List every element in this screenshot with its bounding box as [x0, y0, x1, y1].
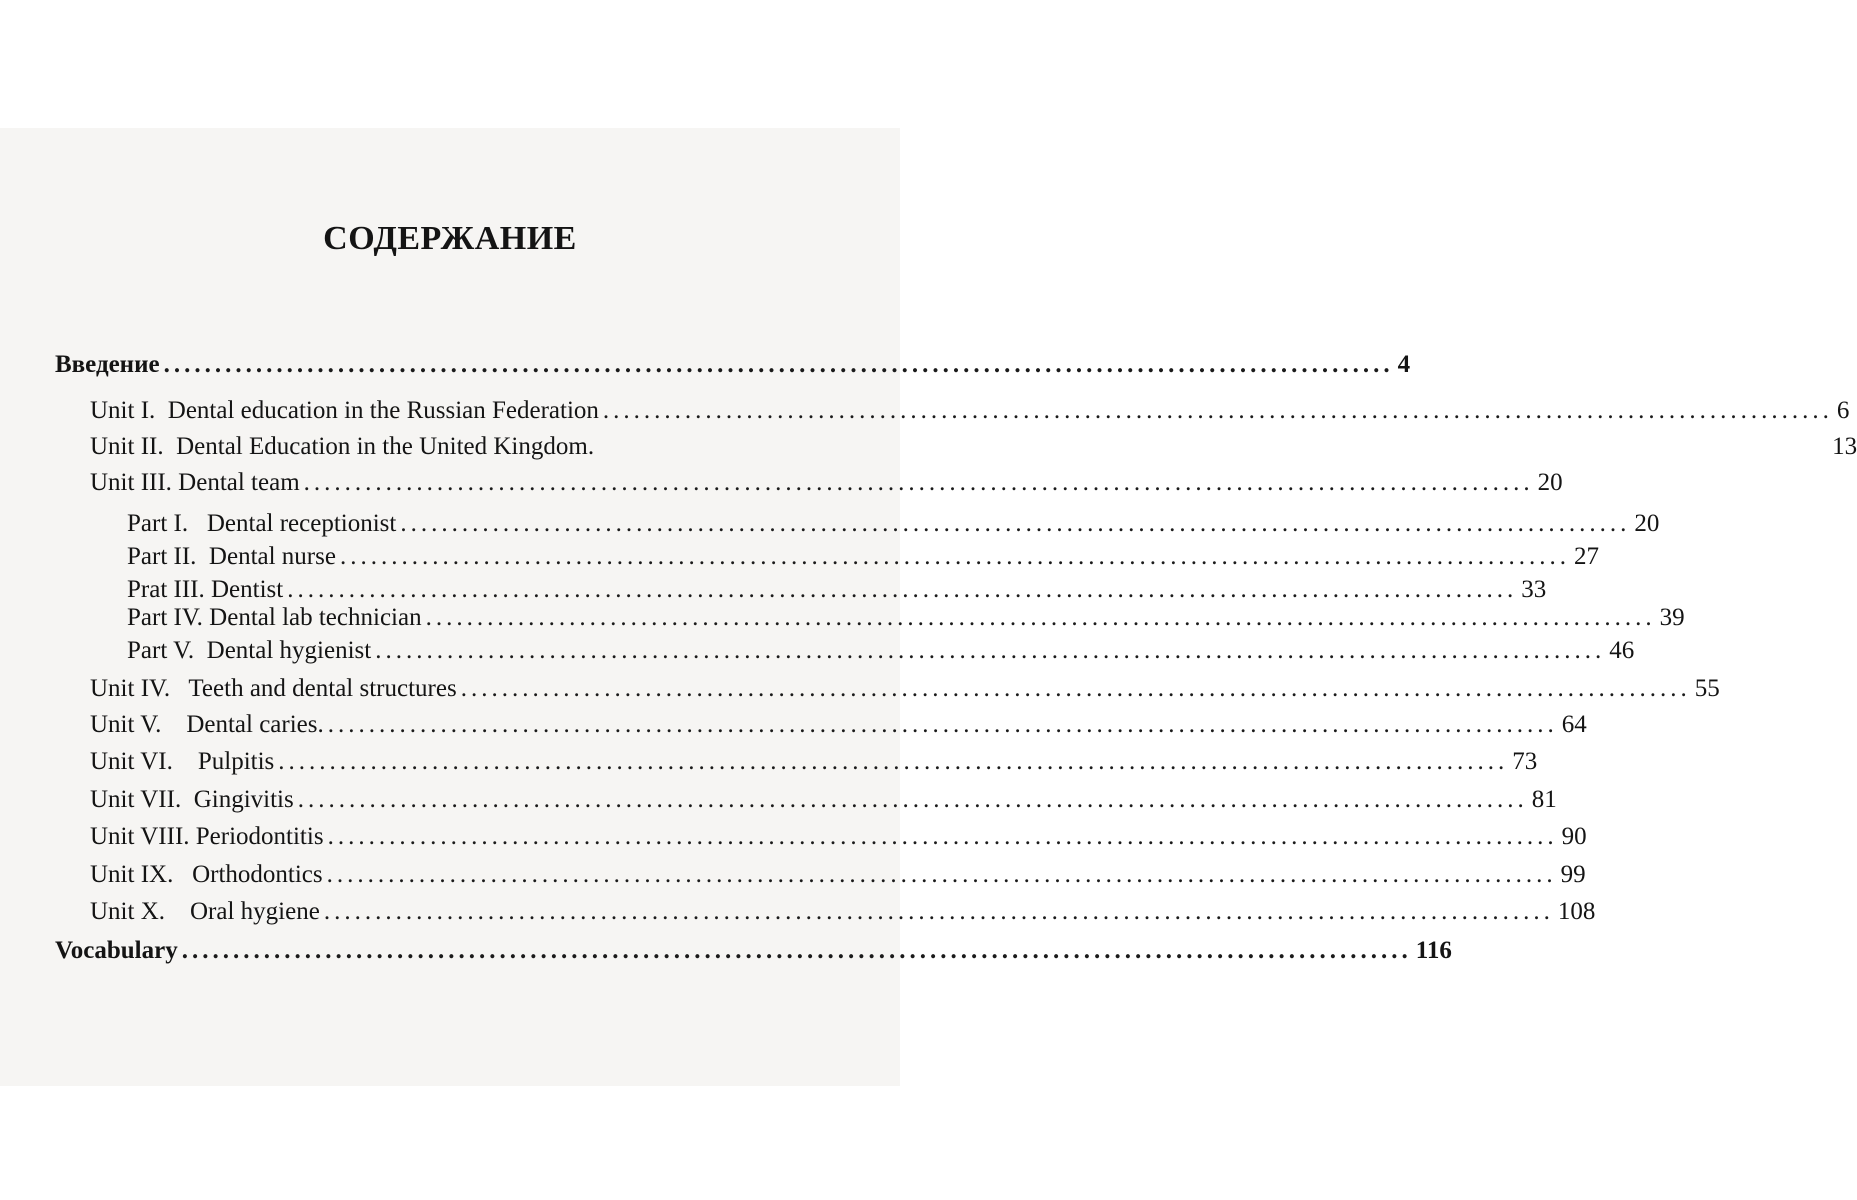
- toc-entry-label: Unit I. Dental education in the Russian Federation: [90, 397, 599, 424]
- toc-entry-part-2[interactable]: [127, 542, 1599, 572]
- leader-dots: ........................................................................................................................: [278, 748, 1509, 775]
- leader-dots: ........................................................................................................................: [181, 937, 1412, 964]
- toc-entry-page: 20: [1634, 510, 1660, 537]
- toc-entry-page: 33: [1521, 576, 1547, 603]
- leader-dots: ........................................................................................................................: [425, 604, 1656, 631]
- toc-entry-page: 13: [1832, 433, 1857, 460]
- toc-entry-label: Unit IV. Teeth and dental structures: [90, 675, 457, 702]
- toc-entry-page: 108: [1557, 898, 1596, 925]
- toc-entry-label: Part IV. Dental lab technician: [127, 604, 422, 631]
- toc-entry-label: Prat III. Dentist: [127, 576, 284, 603]
- leader-dots: ........................................................................................................................: [339, 543, 1570, 570]
- toc-entry-unit-4[interactable]: [90, 674, 1720, 704]
- toc-entry-label: Unit VIII. Periodontitis: [90, 823, 324, 850]
- toc-entry-label: Part V. Dental hygienist: [127, 637, 372, 664]
- toc-entry-page: 4: [1397, 351, 1411, 378]
- toc-entry-unit-8[interactable]: [90, 822, 1587, 852]
- toc-entry-unit-3[interactable]: [90, 468, 1563, 498]
- toc-entry-page: 90: [1561, 823, 1587, 850]
- toc-entry-page: 64: [1561, 711, 1587, 738]
- toc-entry-label: Unit V. Dental caries.: [90, 711, 324, 738]
- toc-entry-part-1[interactable]: [127, 509, 1660, 539]
- leader-dots: ........................................................................................................................: [163, 351, 1394, 378]
- leader-dots: ........................................................................................................................: [460, 675, 1691, 702]
- toc-entry-vocabulary[interactable]: [55, 936, 1452, 966]
- leader-dots: ........................................................................................................................: [287, 576, 1518, 603]
- toc-entry-page: 73: [1512, 748, 1538, 775]
- toc-entry-label: Unit II. Dental Education in the United Kingdom.: [90, 433, 595, 460]
- toc-entry-unit-5[interactable]: [90, 710, 1587, 740]
- toc-entry-part-3[interactable]: [127, 575, 1547, 605]
- leader-dots: ........................................................................................................................: [323, 898, 1554, 925]
- leader-dots: ........................................................................................................................: [327, 823, 1558, 850]
- leader-dots: ........................................................................................................................: [327, 711, 1558, 738]
- leader-dots: ........................................................................................................................: [602, 397, 1833, 424]
- toc-entry-unit-7[interactable]: [90, 785, 1557, 815]
- toc-entry-page: 99: [1560, 861, 1586, 888]
- leader-dots: [598, 432, 1828, 462]
- toc-entry-part-5[interactable]: [127, 636, 1635, 666]
- leader-dots: ........................................................................................................................: [326, 861, 1557, 888]
- toc-entry-unit-6[interactable]: [90, 747, 1538, 777]
- toc-entry-label: Unit IX. Orthodontics: [90, 861, 323, 888]
- leader-dots: ........................................................................................................................: [297, 786, 1528, 813]
- toc-entry-label: Part II. Dental nurse: [127, 543, 336, 570]
- toc-entry-unit-10[interactable]: [90, 897, 1596, 927]
- toc-entry-label: Введение: [55, 351, 160, 378]
- toc-entry-label: Part I. Dental receptionist: [127, 510, 397, 537]
- toc-entry-unit-9[interactable]: [90, 860, 1586, 890]
- toc-entry-label: Unit VII. Gingivitis: [90, 786, 294, 813]
- leader-dots: ........................................................................................................................: [375, 637, 1606, 664]
- toc-entry-unit-2[interactable]: [90, 432, 1857, 462]
- toc-entry-page: 20: [1537, 469, 1563, 496]
- toc-entry-label: Unit III. Dental team: [90, 469, 300, 496]
- toc-entry-label: Unit VI. Pulpitis: [90, 748, 275, 775]
- page-title: СОДЕРЖАНИЕ: [323, 220, 577, 257]
- leader-dots: ........................................................................................................................: [400, 510, 1631, 537]
- toc-entry-page: 6: [1836, 397, 1850, 424]
- toc-entry-label: Vocabulary: [55, 937, 178, 964]
- toc-entry-page: 27: [1573, 543, 1599, 570]
- toc-entry-page: 55: [1694, 675, 1720, 702]
- leader-dots: ........................................................................................................................: [303, 469, 1534, 496]
- toc-entry-page: 81: [1531, 786, 1557, 813]
- toc-entry-label: Unit X. Oral hygiene: [90, 898, 320, 925]
- toc-entry-page: 116: [1415, 937, 1452, 964]
- toc-entry-page: 39: [1659, 604, 1685, 631]
- toc-entry-page: 46: [1609, 637, 1635, 664]
- toc-entry-unit-1[interactable]: [90, 396, 1850, 426]
- toc-entry-part-4[interactable]: [127, 603, 1685, 633]
- toc-entry-introduction[interactable]: [55, 350, 1411, 380]
